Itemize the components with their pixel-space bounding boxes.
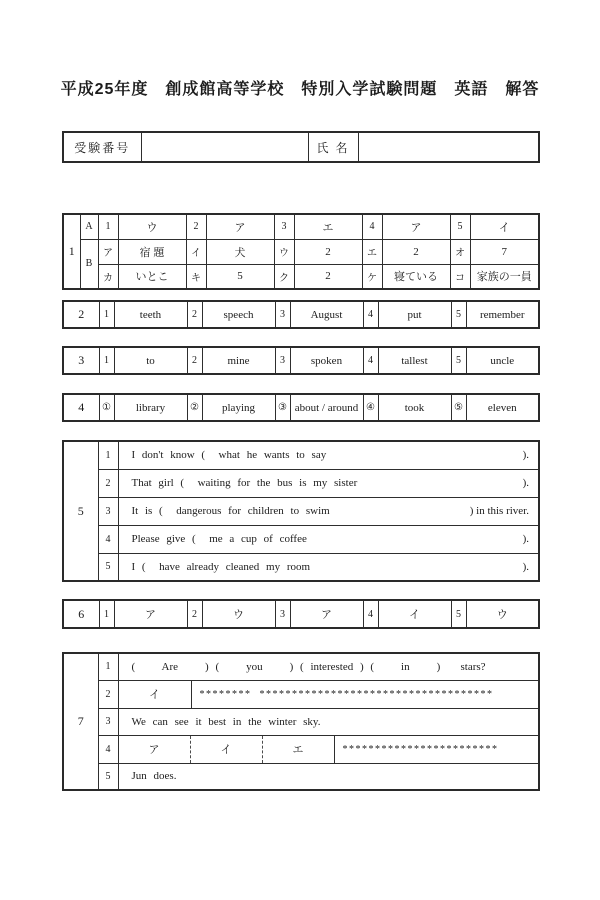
answer-cell: イ bbox=[191, 736, 263, 763]
masked-answer: ******** ************************************ bbox=[199, 688, 494, 700]
answer-cell: teeth bbox=[114, 301, 187, 328]
index-cell: 1 bbox=[99, 600, 114, 628]
question-number: 5 bbox=[63, 441, 98, 581]
index-cell: 1 bbox=[99, 301, 114, 328]
answer-cell: spoken bbox=[290, 347, 363, 374]
index-cell: 5 bbox=[451, 600, 466, 628]
answer-cell: ア bbox=[119, 736, 191, 763]
index-cell: 5 bbox=[451, 301, 466, 328]
answer-cell: 2 bbox=[294, 264, 362, 289]
examinee-info-table bbox=[62, 131, 540, 163]
index-cell: ア bbox=[98, 239, 118, 264]
answer-cell: eleven bbox=[466, 394, 539, 421]
answer-cell: library bbox=[114, 394, 187, 421]
answer-cell: 7 bbox=[470, 239, 539, 264]
question-6-table bbox=[62, 599, 540, 629]
question-number: 6 bbox=[63, 600, 99, 628]
answer-sentence: I don't know ( what he wants to say ). bbox=[118, 441, 539, 469]
index-cell: ク bbox=[274, 264, 294, 289]
answer-sentence: We can see it best in the winter sky. bbox=[118, 708, 539, 735]
question-1-table bbox=[62, 213, 540, 290]
answer-cell: ウ bbox=[466, 600, 539, 628]
answer-cell: ウ bbox=[202, 600, 275, 628]
answer-cell: 犬 bbox=[206, 239, 274, 264]
answer-composite bbox=[118, 735, 539, 763]
question-5-table bbox=[62, 440, 540, 582]
question-number: 1 bbox=[63, 214, 80, 289]
index-cell: 2 bbox=[98, 680, 118, 708]
index-cell: 2 bbox=[187, 347, 202, 374]
index-cell: 3 bbox=[98, 708, 118, 735]
answer-cell: to bbox=[114, 347, 187, 374]
answer-cell: ア bbox=[114, 600, 187, 628]
answer-cell: イ bbox=[119, 681, 192, 708]
index-cell: 4 bbox=[363, 347, 378, 374]
answer-sentence: It is ( dangerous for children to swim ) in this river. bbox=[118, 497, 539, 525]
answer-cell: ア bbox=[290, 600, 363, 628]
index-cell: 2 bbox=[98, 469, 118, 497]
index-cell: キ bbox=[186, 264, 206, 289]
index-cell: 4 bbox=[363, 301, 378, 328]
index-cell: 5 bbox=[451, 347, 466, 374]
answer-sentence: Jun does. bbox=[118, 763, 539, 790]
index-cell: 1 bbox=[98, 653, 118, 680]
index-cell: 5 bbox=[98, 763, 118, 790]
answer-cell: took bbox=[378, 394, 451, 421]
index-cell: コ bbox=[450, 264, 470, 289]
answer-cell: August bbox=[290, 301, 363, 328]
index-cell: 4 bbox=[98, 735, 118, 763]
index-cell: 3 bbox=[98, 497, 118, 525]
index-cell: 5 bbox=[450, 214, 470, 239]
answer-cell: いとこ bbox=[118, 264, 186, 289]
index-cell: エ bbox=[362, 239, 382, 264]
answer-sentence: ( Are ) ( you ) ( interested ) ( in ) stars? bbox=[118, 653, 539, 680]
answer-cell: speech bbox=[202, 301, 275, 328]
index-cell: 1 bbox=[98, 441, 118, 469]
index-cell: 3 bbox=[275, 301, 290, 328]
answer-cell: 2 bbox=[294, 239, 362, 264]
index-cell: ③ bbox=[275, 394, 290, 421]
index-cell: 4 bbox=[363, 600, 378, 628]
page-title: 平成25年度 創成館高等学校 特別入学試験問題 英語 解答 bbox=[60, 81, 540, 98]
name-label: 氏 名 bbox=[308, 132, 358, 162]
question-2-table bbox=[62, 300, 540, 329]
index-cell: 5 bbox=[98, 553, 118, 581]
index-cell: 4 bbox=[362, 214, 382, 239]
answer-cell: mine bbox=[202, 347, 275, 374]
index-cell: 3 bbox=[274, 214, 294, 239]
answer-cell: イ bbox=[378, 600, 451, 628]
answer-cell: 2 bbox=[382, 239, 450, 264]
answer-cell: 5 bbox=[206, 264, 274, 289]
exam-number-field bbox=[141, 132, 308, 162]
question-number: 2 bbox=[63, 301, 99, 328]
exam-number-label: 受験番号 bbox=[63, 132, 141, 162]
index-cell: 3 bbox=[275, 600, 290, 628]
answer-cell: 寝ている bbox=[382, 264, 450, 289]
answer-cell: tallest bbox=[378, 347, 451, 374]
index-cell: ② bbox=[187, 394, 202, 421]
index-cell: ウ bbox=[274, 239, 294, 264]
answer-cell: playing bbox=[202, 394, 275, 421]
index-cell: ⑤ bbox=[451, 394, 466, 421]
question-number: 4 bbox=[63, 394, 99, 421]
index-cell: 1 bbox=[99, 347, 114, 374]
answer-cell: エ bbox=[294, 214, 362, 239]
question-4-table bbox=[62, 393, 540, 422]
answer-cell: remember bbox=[466, 301, 539, 328]
answer-sentence: That girl ( waiting for the bus is my sister ). bbox=[118, 469, 539, 497]
question-number: 7 bbox=[63, 653, 98, 790]
index-cell: ① bbox=[99, 394, 114, 421]
answer-cell: イ bbox=[470, 214, 539, 239]
question-7-table bbox=[62, 652, 540, 791]
section-a-label: A bbox=[80, 214, 98, 239]
answer-sentence: I ( have already cleaned my room ). bbox=[118, 553, 539, 581]
index-cell: カ bbox=[98, 264, 118, 289]
index-cell: ④ bbox=[363, 394, 378, 421]
answer-cell: 宿 題 bbox=[118, 239, 186, 264]
answer-cell: ア bbox=[206, 214, 274, 239]
question-number: 3 bbox=[63, 347, 99, 374]
answer-cell: about / around bbox=[290, 394, 363, 421]
answer-cell: エ bbox=[263, 736, 335, 763]
answer-cell: uncle bbox=[466, 347, 539, 374]
index-cell: 2 bbox=[186, 214, 206, 239]
section-b-label: B bbox=[80, 239, 98, 289]
index-cell: ケ bbox=[362, 264, 382, 289]
masked-answer: ************************ bbox=[342, 743, 499, 755]
index-cell: 1 bbox=[98, 214, 118, 239]
answer-cell: ア bbox=[382, 214, 450, 239]
index-cell: 2 bbox=[187, 600, 202, 628]
index-cell: 3 bbox=[275, 347, 290, 374]
answer-cell: 家族の一員 bbox=[470, 264, 539, 289]
index-cell: 2 bbox=[187, 301, 202, 328]
index-cell: イ bbox=[186, 239, 206, 264]
question-3-table bbox=[62, 346, 540, 375]
index-cell: 4 bbox=[98, 525, 118, 553]
answer-cell: ウ bbox=[118, 214, 186, 239]
name-field bbox=[358, 132, 539, 162]
answer-sentence: Please give ( me a cup of coffee ). bbox=[118, 525, 539, 553]
index-cell: オ bbox=[450, 239, 470, 264]
answer-cell: put bbox=[378, 301, 451, 328]
answer-composite bbox=[118, 680, 539, 708]
